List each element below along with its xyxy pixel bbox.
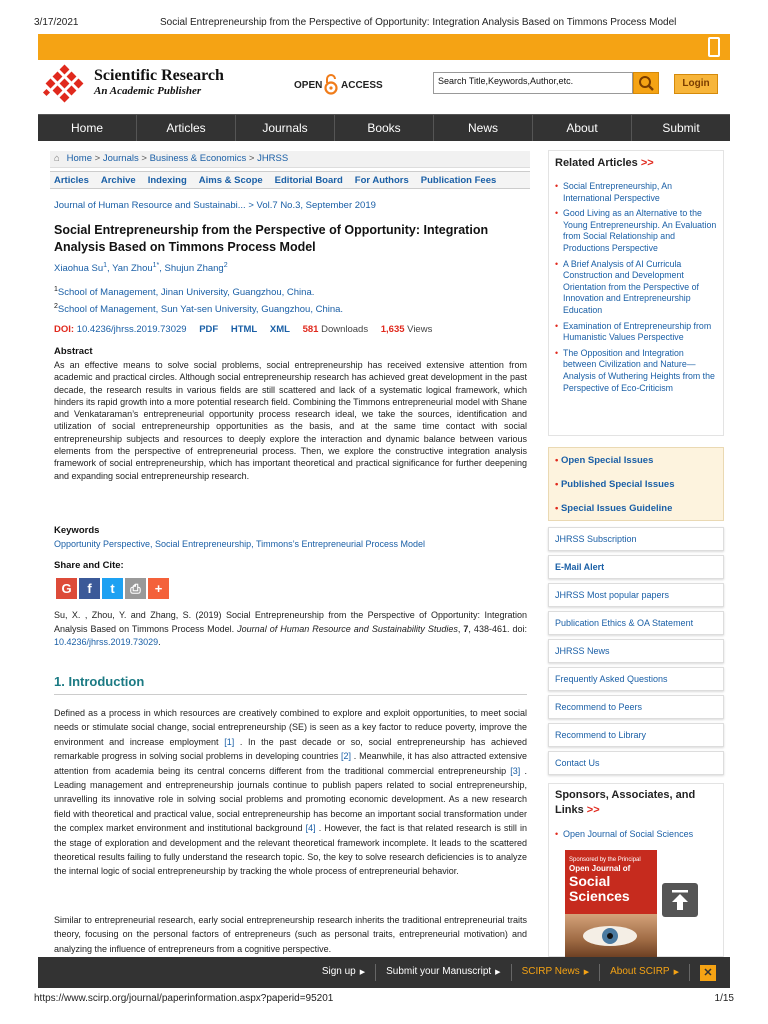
search-input[interactable]: Search Title,Keywords,Author,etc. (433, 72, 633, 94)
journal-link-for-authors[interactable]: For Authors (354, 175, 409, 186)
mobile-icon[interactable] (708, 37, 720, 57)
more-share-icon[interactable]: + (148, 578, 169, 599)
main-nav (38, 114, 730, 141)
google-share-icon[interactable]: G (56, 578, 77, 599)
affiliation: $^1$School of Management, Jinan University, Guangzhou, China. (54, 286, 315, 299)
facebook-share-icon[interactable]: f (79, 578, 100, 599)
email-alert-button[interactable]: E-Mail Alert (548, 555, 724, 579)
print-share-icon[interactable]: ⎙ (125, 578, 146, 599)
section-heading-introduction: 1. Introduction (54, 674, 145, 689)
close-icon[interactable]: ✕ (700, 965, 716, 981)
author-link[interactable]: Xiaohua Su (54, 263, 104, 275)
journal-link-aims-scope[interactable]: Aims & Scope (198, 175, 263, 186)
brand-logo[interactable] (40, 62, 260, 112)
subscription-button[interactable]: JHRSS Subscription (548, 527, 724, 551)
doi-link[interactable]: 10.4236/jhrss.2019.73029 (76, 324, 187, 335)
recommend-to-library-button[interactable]: Recommend to Library (548, 723, 724, 747)
issue-link[interactable]: Vol.7 No.3, September 2019 (256, 200, 376, 211)
reference-link[interactable]: [2] (341, 751, 352, 762)
search-icon (634, 73, 658, 93)
doi-label: DOI: (54, 324, 75, 335)
reference-link[interactable]: [4] (305, 823, 316, 834)
sticky-footer-bar (38, 957, 730, 988)
affiliation: $^2$School of Management, Sun Yat-sen University, Guangzhou, China. (54, 303, 344, 316)
nav-books[interactable]: Books (335, 115, 434, 141)
nav-news[interactable]: News (434, 115, 533, 141)
intro-paragraph-2: Similar to entrepreneurial research, early social entrepreneurship research inherits the traditional entrepreneurial traits theory, focusing on the personal factors of entrepreneurs (such as personal traits, entrepreneurial motivation) and analyzing the influence of entrepreneurs from a cognitive perspective. (54, 915, 527, 954)
citation-text: Su, X. , Zhou, Y. and Zhang, S. (2019) Social Entrepreneurship from the Perspective of Opportunity: Integration Analysis Based on Timmons Process Model. Journal of Human Resource and Sustainability Studies, 7, 438-461. doi: 10.4236/jhrss.2019.73029. (54, 610, 527, 647)
author-list: Xiaohua Su$^1$, Yan Zhou$^{1*}$, Shujun Zhang$^2$ (54, 262, 228, 275)
journal-news-button[interactable]: JHRSS News (548, 639, 724, 663)
eye-image (565, 914, 657, 958)
contact-us-button[interactable]: Contact Us (548, 751, 724, 775)
recommend-to-peers-button[interactable]: Recommend to Peers (548, 695, 724, 719)
nav-submit[interactable]: Submit (662, 121, 700, 135)
search-button[interactable] (633, 72, 659, 94)
citation-doi-link[interactable]: 10.4236/jhrss.2019.73029 (54, 637, 159, 647)
abstract-heading: Abstract (54, 346, 93, 357)
intro-paragraph-1: Defined as a process in which resources are creatively combined to explore and exploit opportunities, to meet social needs or stimulate social change, social entrepreneurship (SE) is seen as a key factor to reduce poverty, improve the environment and increase employment [1] . In the past decade or so, social entrepreneurship has achieved remarkable progress in solving social problems in developing countries [2] . Meanwhile, it has also attracted extensive attention from academia being its central concerns different from the traditional commercial entrepreneurship [3] . Leading management and entrepreneurship journals continue to publish papers related to social entrepreneurship, unravelling its innovative role in solving social problems and promoting economic development. As a new research field with theoretical and practical value, social entrepreneurship has become an important social transformation under the complex market environment and institutional background [4] . However, the fact is that related research is still in the stage of exploration and development and the relevant theoretical framework incomplete. It leads to the scattered theoretical results failing to fully understand the research topic. So, the key to solve research deficiencies is to analyze the internal logic of social entrepreneurship by tracking the whole process of entrepreneurial behavior. (54, 708, 527, 877)
caret-right-icon: ▶ (359, 969, 366, 976)
scientific-research-logo-icon (42, 64, 88, 108)
reference-link[interactable]: [3] (510, 765, 521, 776)
journal-name-link[interactable]: Journal of Human Resource and Sustainabi... (54, 200, 246, 211)
footer-link-scirp-news[interactable]: SCIRP News ▶ (512, 964, 601, 981)
view-count: 1,635 (380, 324, 405, 335)
breadcrumb-journals[interactable]: Journals (102, 153, 139, 164)
caret-right-icon: ▶ (673, 969, 679, 976)
journal-link-articles[interactable]: Articles (54, 175, 89, 186)
footer-links (312, 957, 716, 988)
nav-articles[interactable]: Articles (137, 115, 236, 141)
special-issues-guideline-link[interactable]: • Special Issues Guideline (555, 503, 673, 514)
journal-link-editorial-board[interactable]: Editorial Board (274, 175, 343, 186)
journal-subnav (50, 171, 530, 189)
related-article-link[interactable]: • Examination of Entrepreneurship from Humanistic Values Perspective (555, 321, 719, 344)
page-url: https://www.scirp.org/journal/paperinformation.aspx?paperid=95201 (34, 993, 334, 1004)
keywords-heading: Keywords (54, 525, 100, 536)
related-article-link[interactable]: • Social Entrepreneurship, An International Perspective (555, 181, 719, 204)
related-article-link[interactable]: • A Brief Analysis of AI Curricula Construction and Development Orientation from the Perspective of Innovation and Entrepreneurship Education (555, 259, 719, 317)
related-articles-list (555, 181, 719, 398)
reference-link[interactable]: [1] (224, 736, 235, 747)
sponsors-panel (548, 783, 724, 957)
breadcrumb: ⌂ Home > Journals > Business & Economics > JHRSS (50, 151, 530, 168)
share-icons (56, 578, 169, 599)
print-title: Social Entrepreneurship from the Perspective of Opportunity: Integration Analysis Based on Timmons Process Model (160, 17, 677, 28)
popular-papers-button[interactable]: JHRSS Most popular papers (548, 583, 724, 607)
brand-subtitle: An Academic Publisher (94, 85, 202, 97)
print-header (0, 0, 768, 32)
footer-link-about-scirp[interactable]: About SCIRP ▶ (600, 964, 690, 981)
journal-link-archive[interactable]: Archive (100, 175, 136, 186)
sponsors-heading: Sponsors, Associates, and Links >> (555, 789, 696, 816)
home-icon[interactable]: ⌂ (54, 153, 60, 164)
journal-link-publication-fees[interactable]: Publication Fees (420, 175, 497, 186)
login-button[interactable]: Login (674, 74, 718, 94)
published-special-issues-link[interactable]: • Published Special Issues (555, 479, 675, 490)
article-title: Social Entrepreneurship from the Perspective of Opportunity: Integration Analysis Based on Timmons Process Model (54, 223, 489, 254)
footer-link-submit-your-manuscript[interactable]: Submit your Manuscript ▶ (376, 964, 511, 981)
footer-link-sign-up[interactable]: Sign up ▶ (312, 964, 376, 981)
caret-right-icon: ▶ (583, 969, 590, 976)
twitter-share-icon[interactable]: t (102, 578, 123, 599)
sponsor-link[interactable]: • Open Journal of Social Sciences (555, 829, 693, 839)
doi-row: DOI: 10.4236/jhrss.2019.73029 PDF HTML XML 581 Downloads 1,635 Views (54, 324, 433, 335)
caret-right-icon: ▶ (495, 969, 501, 976)
html-link[interactable]: HTML (230, 324, 258, 335)
journal-cover-image[interactable]: Sponsored by the Principal Open Journal of Social Sciences (565, 850, 657, 958)
author-link[interactable]: Yan Zhou (112, 263, 153, 275)
brand-name: Scientific Research (94, 67, 224, 84)
download-count: 581 (302, 324, 319, 335)
nav-journals[interactable]: Journals (236, 115, 335, 141)
open-access-access: ACCESS (341, 80, 383, 91)
journal-issue-path: Journal of Human Resource and Sustainabi... > Vol.7 No.3, September 2019 (54, 200, 376, 211)
open-special-issues-link[interactable]: • Open Special Issues (555, 455, 654, 466)
breadcrumb-journal[interactable]: JHRSS (257, 153, 289, 164)
special-issues-panel (548, 447, 724, 521)
section-divider (54, 694, 527, 695)
print-date: 3/17/2021 (34, 17, 79, 28)
pdf-link[interactable]: PDF (199, 324, 219, 335)
share-heading: Share and Cite: (54, 560, 124, 571)
author-link[interactable]: Shujun Zhang (164, 263, 224, 275)
open-access-lock-icon (324, 74, 338, 96)
breadcrumb-category[interactable]: Business & Economics (149, 153, 247, 164)
print-footer (0, 993, 768, 1007)
affiliation-link[interactable]: School of Management, Jinan University, Guangzhou, China. (57, 287, 315, 299)
abstract-text: As an effective means to solve social problems, social entrepreneurship has received extensive attention from academic and practical circles. Although social entrepreneurship research has achieved great development in the past decade, the research results in various fields are still scattered and lack of a systematic logical framework, which hinders its rapid growth into a more potential research field. Combining the Timmons entrepreneurial model with Shane and Venkataraman’s entrepreneurial opportunity process research ideal, we take the sources, identification and utilization of social entrepreneurship opportunities as the basis, and at the same time contact with social entrepreneurship subjects and resources to deeply explore the interaction and dynamic balance between various elements from the perspective of entrepreneurial process. Then, we explore the constructive integration analysis framework of social entrepreneurship, which has important theoretical and practical significance for further deepening and expanding social entrepreneurship research. (54, 360, 527, 481)
nav-about[interactable]: About (533, 115, 632, 141)
related-articles-panel (548, 150, 724, 436)
ethics-statement-button[interactable]: Publication Ethics & OA Statement (548, 611, 724, 635)
page-number: 1/15 (714, 993, 734, 1004)
back-to-top-button[interactable] (662, 883, 698, 917)
arrow-up-icon (662, 883, 698, 917)
breadcrumb-home[interactable]: Home (66, 153, 92, 164)
open-access-open: OPEN (294, 80, 323, 91)
related-article-link[interactable]: • The Opposition and Integration between Civilization and Nature—Analysis of Wuthering Heights from the Perspective of Eco-Criticism (555, 348, 719, 394)
top-orange-bar (38, 34, 730, 60)
affiliation-link[interactable]: School of Management, Sun Yat-sen University, Guangzhou, China. (57, 304, 344, 316)
faq-button[interactable]: Frequently Asked Questions (548, 667, 724, 691)
related-articles-heading: Related Articles >> (555, 157, 654, 169)
keywords-links[interactable]: Opportunity Perspective, Social Entrepreneurship, Timmons’s Entrepreneurial Process Model (54, 539, 426, 549)
xml-link[interactable]: XML (269, 324, 290, 335)
nav-home[interactable]: Home (38, 115, 137, 141)
related-article-link[interactable]: • Good Living as an Alternative to the Young Entrepreneurship. An Evaluation from Social Relationship and Productions Perspective (555, 208, 719, 254)
journal-link-indexing[interactable]: Indexing (147, 175, 187, 186)
